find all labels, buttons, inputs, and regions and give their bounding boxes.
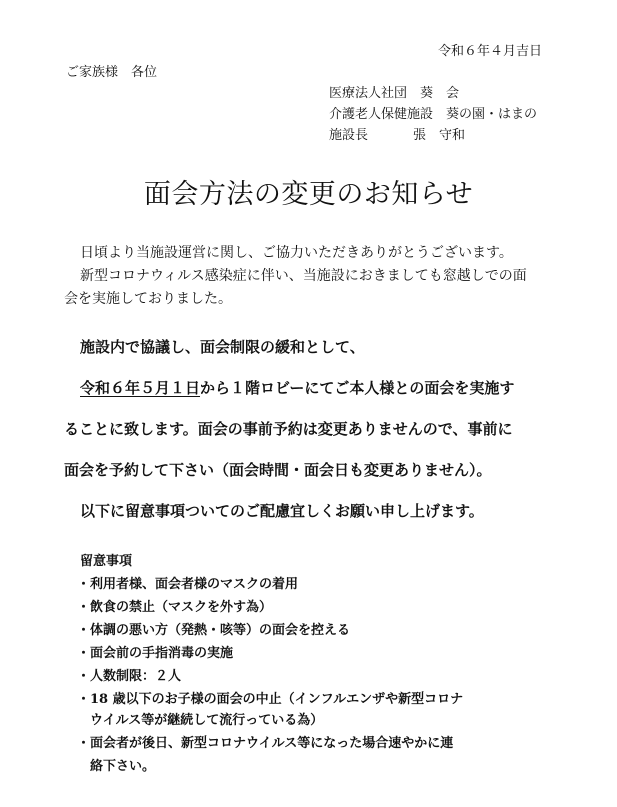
effective-date: 令和６年５月１日: [80, 379, 201, 397]
director-name: 張 守和: [413, 128, 466, 143]
note-item: ・利用者様、面会者様のマスクの着用: [77, 577, 299, 592]
sender-corporation: 医療法人社団 葵 会: [329, 86, 460, 101]
intro-line-3: 会を実施しておりました。: [64, 291, 232, 307]
intro-line-2: 新型コロナウィルス感染症に伴い、当施設におきましても窓越しでの面: [80, 268, 527, 284]
note-item-continued: 絡下さい。: [77, 759, 156, 774]
main-line-5: 以下に留意事項ついてのご配慮宜しくお願い申し上げます。: [80, 502, 484, 520]
note-item: ・面会者が後日、新型コロナウイルス等になった場合速やかに連: [77, 736, 454, 751]
sender-facility: 介護老人保健施設 葵の園・はまの: [329, 107, 538, 122]
main-line-2: [80, 377, 514, 398]
sender-director: [329, 124, 465, 143]
main-line-1: 施設内で協議し、面会制限の緩和として、: [80, 338, 365, 356]
recipient: ご家族様 各位: [66, 65, 158, 80]
note-item-continued: ウイルス等が継続して流行っている為）: [77, 713, 324, 728]
note-item: ・体調の悪い方（発熱・咳等）の面会を控える: [77, 623, 351, 638]
note-item: ・面会前の手指消毒の実施: [77, 646, 234, 661]
page-title: 面会方法の変更のお知らせ: [143, 179, 474, 210]
director-role: 施設長: [329, 128, 369, 143]
notes-heading: 留意事項: [80, 554, 133, 569]
note-item: ・飲食の禁止（マスクを外す為）: [77, 600, 273, 615]
notice-date: 令和６年４月吉日: [438, 44, 543, 59]
main-line-3: ることに致します。面会の事前予約は変更ありませんので、事前に: [64, 420, 513, 438]
note-item: ・18 歳以下のお子様の面会の中止（インフルエンザや新型コロナ: [77, 692, 464, 707]
note-item: ・人数制限：２人: [77, 669, 182, 684]
intro-line-1: 日頃より当施設運営に関し、ご協力いただきありがとうございます。: [80, 245, 513, 261]
main-line-4: 面会を予約して下さい（面会時間・面会日も変更ありません）。: [64, 461, 492, 479]
main-line-2-rest: から１階ロビーにてご本人様との面会を実施す: [200, 379, 515, 397]
